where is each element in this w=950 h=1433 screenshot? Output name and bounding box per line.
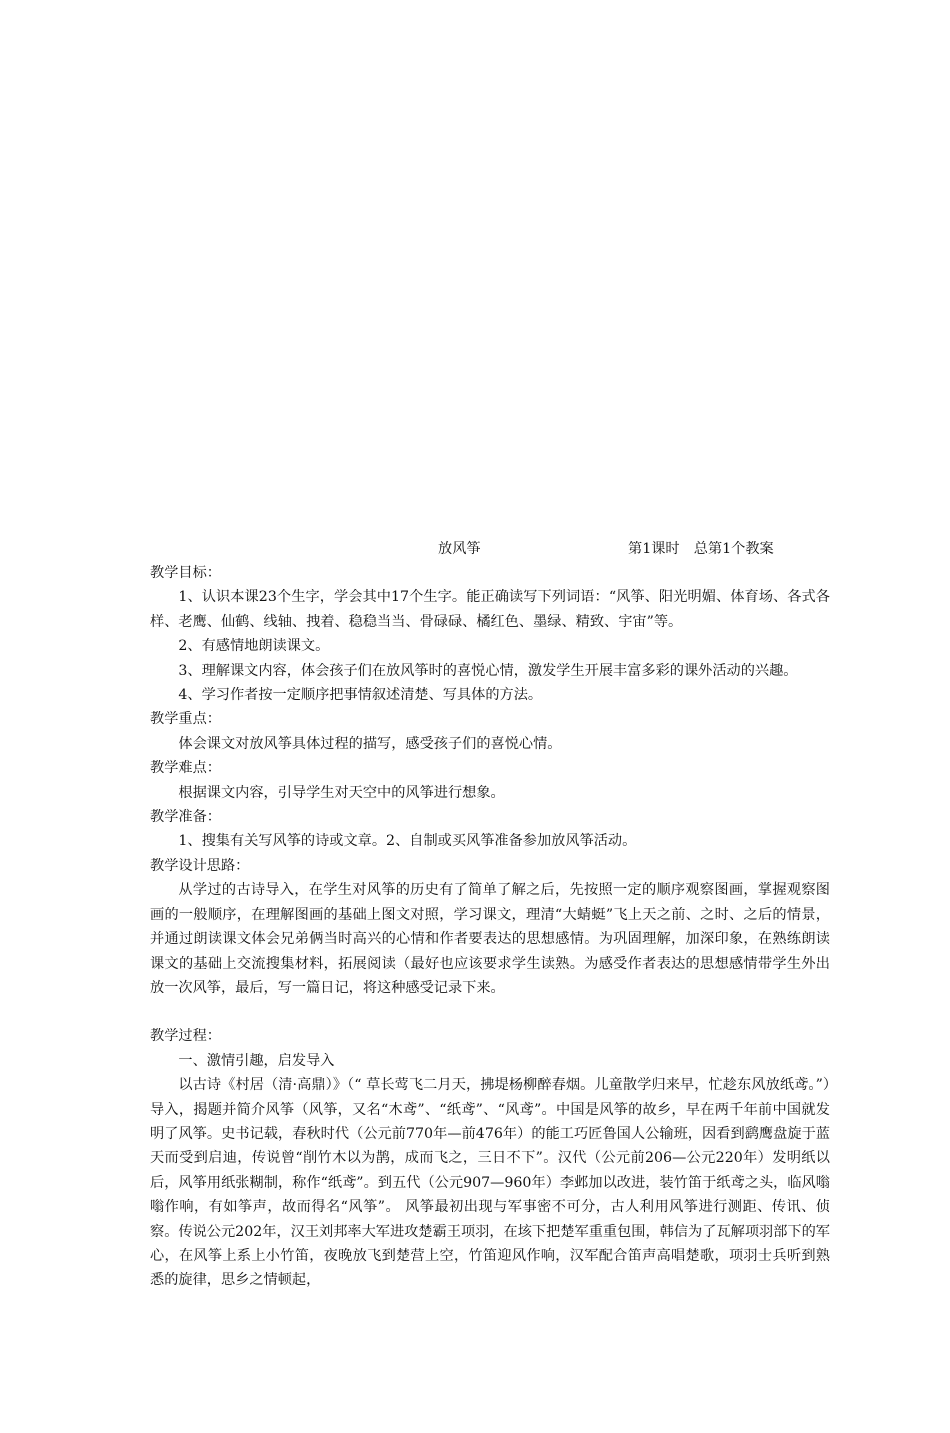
lesson-info: 第1课时 总第1个教案 — [628, 541, 774, 557]
difficulty-text: 根据课文内容，引导学生对天空中的风筝进行想象。 — [178, 784, 505, 801]
difficulty-heading: 教学难点： — [150, 760, 221, 777]
preparation-heading: 教学准备： — [150, 809, 221, 826]
lesson-title: 放风筝 — [438, 541, 481, 557]
process-step1-title: 一、激情引趣，启发导入 — [178, 1052, 335, 1069]
design-heading: 教学设计思路： — [150, 857, 250, 874]
document-body — [150, 537, 830, 1293]
title-line — [150, 537, 830, 561]
goal-item-4: 4、学习作者按一定顺序把事情叙述清楚、写具体的方法。 — [178, 687, 543, 704]
design-text: 从学过的古诗导入，在学生对风筝的历史有了简单了解之后，先按照一定的顺序观察图画，掌握观察图画的一般顺序，在理解图画的基础上图文对照，学习课文，理清“大蜻蜓”飞上天之前、之时、之后的情景，并通过朗读课文体会兄弟俩当时高兴的心情和作者要表达的思想感情。为巩固理解，加深印象，在熟练朗读课文的基础上交流搜集材料，拓展阅读（最好也应该要求学生读熟。为感受作者表达的思想感情带学生外出放一次风筝，最后，写一篇日记，将这种感受记录下来。 — [150, 882, 830, 996]
focus-heading: 教学重点： — [150, 711, 221, 728]
goals-heading: 教学目标： — [150, 565, 221, 581]
process-heading: 教学过程： — [150, 1028, 221, 1045]
preparation-text: 1、搜集有关写风筝的诗或文章。2、自制或买风筝准备参加放风筝活动。 — [178, 833, 637, 850]
process-step1-text: 以古诗《村居（清·高鼎）》（“ 草长莺飞二月天，拂堤杨柳醉春烟。儿童散学归来早，忙趁东风放纸鸢。”）导入，揭题并简介风筝（风筝，又名“木鸢”、“纸鸢”、“风鸢”。中国是风筝的故乡，早在两千年前中国就发明了风筝。史书记载，春秋时代（公元前770年—前476年）的能工巧匠鲁国人公输班，因看到鹞鹰盘旋于蓝天而受到启迪，传说曾“削竹木以为鹊，成而飞之，三日不下”。汉代（公元前206—公元220年）发明纸以后，风筝用纸张糊制，称作“纸鸢”。到五代（公元907—960年）李邺加以改进，装竹笛于纸鸢之头，临风嗡嗡作响，有如筝声，故而得名“风筝”。 风筝最初出现与军事密不可分，古人利用风筝进行测距、传讯、侦察。传说公元202年，汉王刘邦率大军进攻楚霸王项羽，在垓下把楚军重重包围，韩信为了瓦解项羽部下的军心，在风筝上系上小竹笛，夜晚放飞到楚营上空，竹笛迎风作响，汉军配合笛声高唱楚歌，项羽士兵听到熟悉的旋律，思乡之情顿起， — [150, 1077, 830, 1289]
focus-text: 体会课文对放风筝具体过程的描写，感受孩子们的喜悦心情。 — [178, 735, 562, 752]
goal-item-2: 2、有感情地朗读课文。 — [178, 638, 330, 655]
blank-line — [150, 1000, 830, 1024]
goal-item-3: 3、理解课文内容，体会孩子们在放风筝时的喜悦心情，激发学生开展丰富多彩的课外活动的兴趣。 — [178, 662, 798, 679]
goal-item-1: 1、认识本课23个生字，学会其中17个生字。能正确读写下列词语：“风筝、阳光明媚、体育场、各式各样、老鹰、仙鹤、线轴、拽着、稳稳当当、骨碌碌、橘红色、墨绿、精致、宇宙”等。 — [150, 589, 830, 630]
